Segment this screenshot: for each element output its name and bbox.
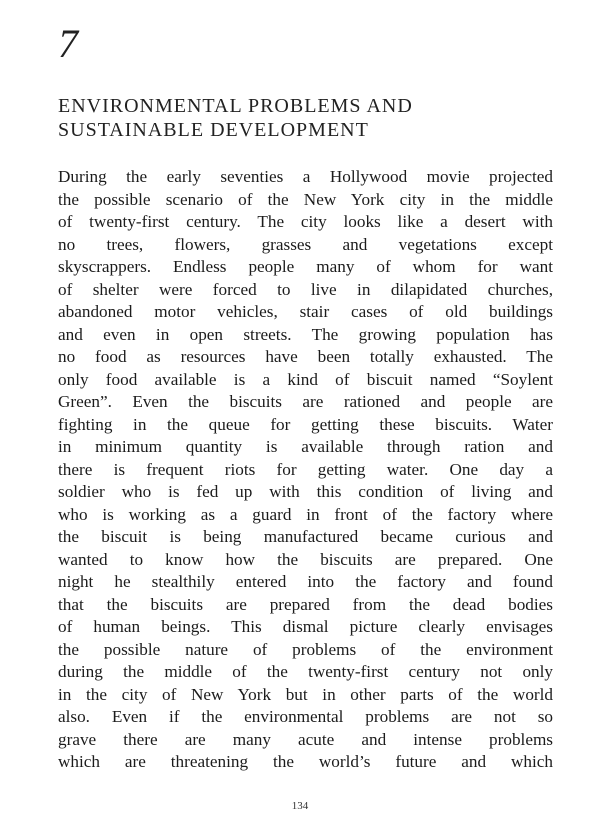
text-line: which are threatening the world’s future and which bbox=[58, 752, 553, 771]
text-line: also. Even if the environmental problems are not so bbox=[58, 707, 553, 726]
text-line: Green”. Even the biscuits are rationed and people are bbox=[58, 392, 553, 411]
text-line: of human beings. This dismal picture clearly envisages bbox=[58, 617, 553, 636]
text-line: in the city of New York but in other parts of the world bbox=[58, 684, 553, 704]
text-line: During the early seventies a Hollywood movie projected bbox=[58, 167, 553, 186]
text-line: of twenty-first century. The city looks like a desert with bbox=[58, 212, 553, 231]
text-line: the possible scenario of the New York city in the middle bbox=[58, 189, 553, 209]
chapter-number: 7 bbox=[58, 21, 78, 66]
body-paragraph bbox=[58, 166, 553, 774]
text-line: soldier who is fed up with this condition of living and bbox=[58, 482, 553, 501]
text-line: wanted to know how the biscuits are prepared. One bbox=[58, 549, 553, 569]
text-line: only food available is a kind of biscuit named “Soylent bbox=[58, 369, 553, 389]
text-line: skyscrappers. Endless people many of whom for want bbox=[58, 257, 553, 276]
text-line: night he stealthily entered into the factory and found bbox=[58, 572, 553, 591]
text-line: the biscuit is being manufactured became curious and bbox=[58, 527, 553, 546]
chapter-title-line: ENVIRONMENTAL PROBLEMS AND bbox=[58, 95, 413, 117]
text-line: the possible nature of problems of the environment bbox=[58, 639, 553, 659]
text-line: and even in open streets. The growing population has bbox=[58, 324, 553, 344]
page-number: 134 bbox=[291, 800, 309, 812]
text-line: abandoned motor vehicles, stair cases of old buildings bbox=[58, 302, 553, 321]
text-line: in minimum quantity is available through ration and bbox=[58, 437, 553, 456]
text-line: grave there are many acute and intense problems bbox=[58, 729, 553, 749]
text-line: there is frequent riots for getting water. One day a bbox=[58, 459, 553, 479]
text-line: of shelter were forced to live in dilapidated churches, bbox=[58, 279, 553, 299]
text-line: fighting in the queue for getting these biscuits. Water bbox=[58, 414, 553, 434]
text-line: that the biscuits are prepared from the dead bodies bbox=[58, 594, 553, 614]
text-line: no trees, flowers, grasses and vegetations except bbox=[58, 234, 553, 254]
text-line: during the middle of the twenty-first century not only bbox=[58, 662, 553, 681]
chapter-title-line: SUSTAINABLE DEVELOPMENT bbox=[58, 119, 369, 141]
text-line: no food as resources have been totally exhausted. The bbox=[58, 347, 553, 366]
chapter-title bbox=[58, 94, 558, 142]
text-line: who is working as a guard in front of the factory where bbox=[58, 504, 553, 524]
